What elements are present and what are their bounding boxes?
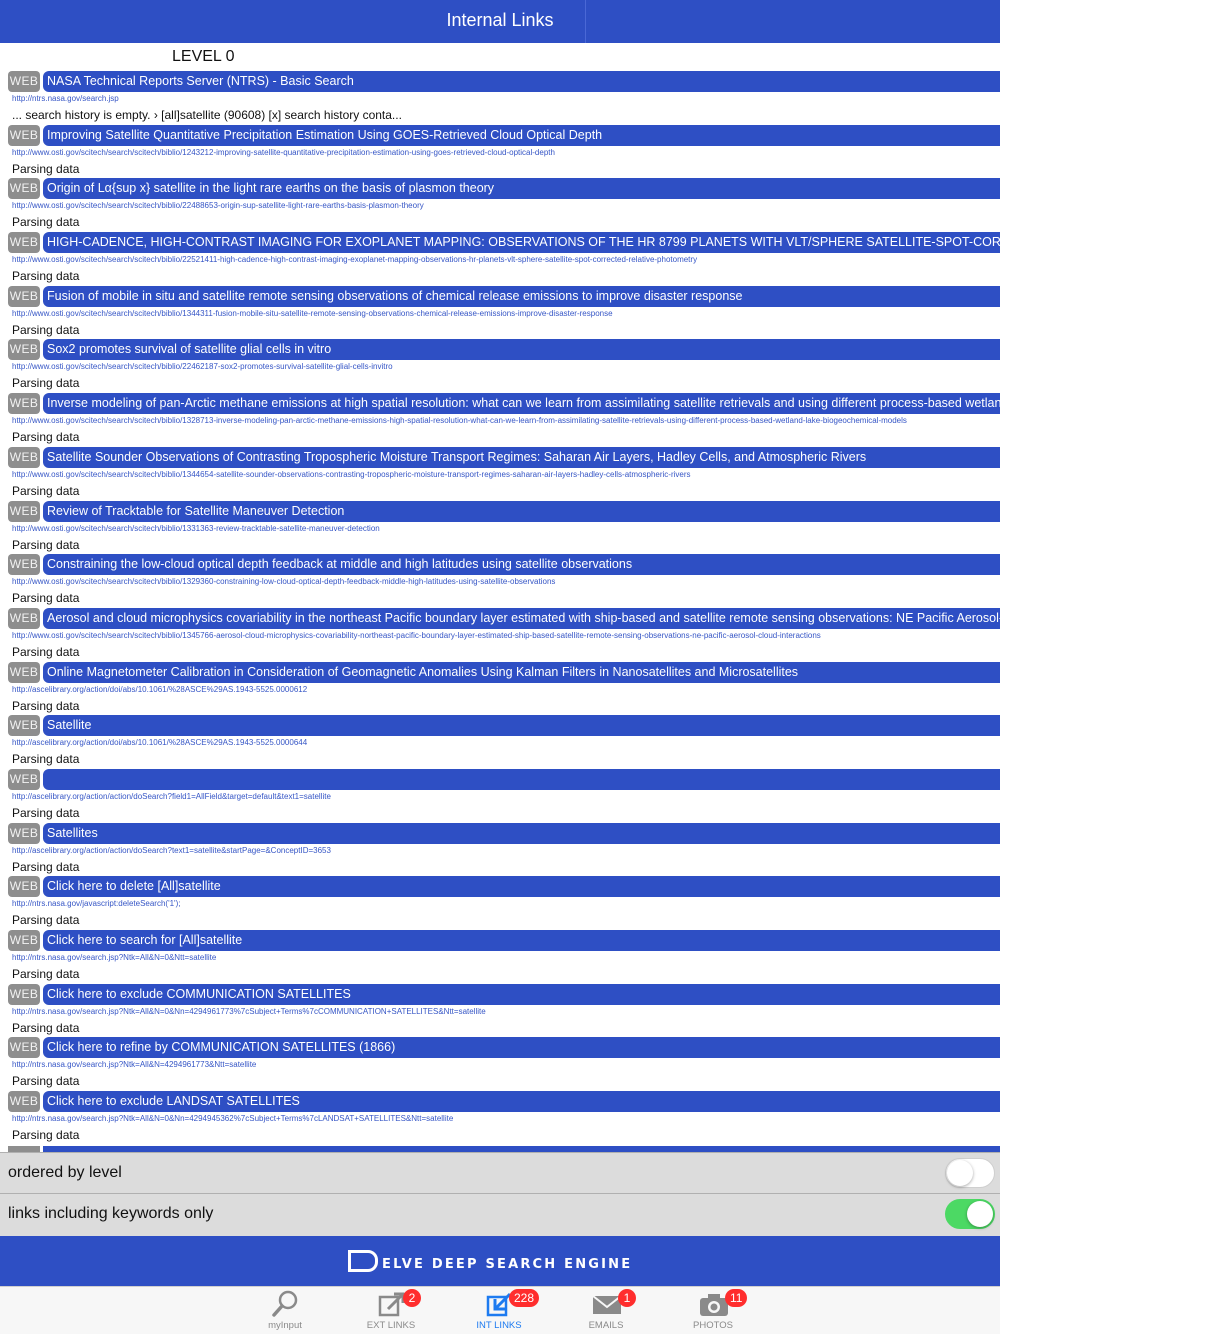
web-badge: WEB [8,393,40,414]
search-icon [270,1289,302,1319]
link-title[interactable]: Click here to search for [All]satellite [43,930,1000,951]
web-badge: WEB [8,769,40,790]
list-item[interactable] [0,231,1206,285]
link-title[interactable]: Constraining the low-cloud optical depth feedback at middle and high latitudes using satellite observations [43,554,1000,575]
logo-text: ELVE DEEP SEARCH ENGINE [382,1257,633,1272]
link-title[interactable]: Review of Tracktable for Satellite Maneuver Detection [43,501,1000,522]
web-badge: WEB [8,608,40,629]
link-url[interactable]: http://ascelibrary.org/action/doi/abs/10.1061/%28ASCE%29AS.1943-5525.0000612 [12,684,308,694]
link-title[interactable]: NASA Technical Reports Server (NTRS) - Basic Search [43,71,1000,92]
count-badge: 1 [618,1289,636,1307]
web-badge: WEB [8,286,40,307]
link-description: Parsing data [12,859,80,874]
tab-photos[interactable] [663,1287,763,1335]
web-badge: WEB [8,71,40,92]
tab-label: EMAILS [588,1320,624,1331]
link-url[interactable]: http://www.osti.gov/scitech/search/scitech/biblio/1331363-review-tracktable-satellite-maneuver-detection [12,523,380,533]
link-description: Parsing data [12,269,80,284]
tab-label: PHOTOS [693,1320,733,1331]
web-badge: WEB [8,501,40,522]
web-badge: WEB [8,339,40,360]
link-description: Parsing data [12,805,80,820]
link-url[interactable]: http://ntrs.nasa.gov/javascript:deleteSearch('1'); [12,899,181,909]
link-url[interactable]: http://www.osti.gov/scitech/search/scitech/biblio/22521411-high-cadence-high-contrast-imaging-exoplanet-mapping-observations-hr-planets-vlt-sphere-satellite-spot-corrected-relative-photometry [12,255,698,265]
link-title[interactable]: Online Magnetometer Calibration in Consideration of Geomagnetic Anomalies Using Kalman Filters in Nanosatellites and Microsatellites [43,662,1000,683]
link-title[interactable] [43,769,1000,790]
link-url[interactable]: http://ntrs.nasa.gov/search.jsp?Ntk=All&N=0&Nn=4294945362%7cSubject+Terms%7cLANDSAT+SATELLITES&Ntt=satellite [12,1114,454,1124]
link-title[interactable]: Click here to delete [All]satellite [43,876,1000,897]
link-description: Parsing data [12,967,80,981]
ordered-by-level-label: ordered by level [8,1164,122,1181]
count-badge: 2 [403,1289,421,1307]
link-url[interactable]: http://ntrs.nasa.gov/search.jsp?Ntk=All&N=0&Ntt=satellite [12,953,217,962]
nav-header [0,0,1000,43]
tab-bar [0,1286,1000,1334]
toggle-knob [947,1160,973,1186]
link-title[interactable]: Aerosol and cloud microphysics covariability in the northeast Pacific boundary layer estimated with ship-based and satellite remote sensing observations: NE Pacific Aerosol-Cloud Interactions [43,608,1000,629]
link-title[interactable]: Sox2 promotes survival of satellite glial cells in vitro [43,339,1000,360]
link-description: Parsing data [12,376,80,391]
link-title[interactable]: Satellite [43,715,1000,736]
link-description: Parsing data [12,322,80,337]
link-description: Parsing data [12,161,80,176]
link-url[interactable]: http://www.osti.gov/scitech/search/scitech/biblio/1344654-satellite-sounder-observations-contrasting-tropospheric-moisture-transport-regimes-saharan-air-layers-hadley-cells-atmospheric-rivers [12,469,691,479]
delve-logo [348,1250,658,1274]
ordered-by-level-row [0,1152,1000,1193]
link-url[interactable]: http://ntrs.nasa.gov/search.jsp?Ntk=All&N=0&Nn=4294961773%7cSubject+Terms%7cCOMMUNICATION+SATELLITES&Ntt=satellite [12,1006,486,1016]
link-title[interactable]: Satellites [43,823,1000,844]
link-url[interactable]: http://ascelibrary.org/action/action/doSearch?text1=satellite&startPage=&ConceptID=3653 [12,845,331,855]
list-item[interactable] [0,983,1000,1037]
web-badge: WEB [8,178,40,199]
list-item[interactable] [0,124,1000,178]
list-item[interactable] [0,768,1000,822]
list-item[interactable] [0,446,1000,500]
tab-label: INT LINKS [476,1320,522,1331]
web-badge: WEB [8,930,40,951]
web-badge: WEB [8,823,40,844]
link-description: Parsing data [12,483,80,498]
list-item[interactable] [0,500,1000,554]
link-title[interactable]: Improving Satellite Quantitative Precipitation Estimation Using GOES-Retrieved Cloud Optical Depth [43,125,1000,146]
tab-label: myInput [268,1320,302,1331]
link-url[interactable]: http://ascelibrary.org/action/action/doSearch?field1=AllField&target=default&text1=satellite [12,791,331,801]
tab-int-links[interactable] [449,1287,549,1335]
link-url[interactable]: http://www.osti.gov/scitech/search/scitech/biblio/1345766-aerosol-cloud-microphysics-covariability-northeast-pacific-boundary-layer-estimated-ship-based-satellite-remote-sensing-observations-ne-pacific-aerosol-cloud-interactions [12,630,821,640]
link-description: Parsing data [12,1128,80,1143]
link-description: Parsing data [12,430,80,445]
link-url[interactable]: http://www.osti.gov/scitech/search/scitech/biblio/1344311-fusion-mobile-situ-satellite-remote-sensing-observations-chemical-release-emissions-improve-disaster-response [12,308,613,318]
link-title[interactable]: HIGH-CADENCE, HIGH-CONTRAST IMAGING FOR EXOPLANET MAPPING: OBSERVATIONS OF THE HR 8799 PLANETS WITH VLT/SPHERE SATELLITE-SPOT-CORRECTED RELATIVE PHOTOMETRY [43,232,1000,253]
ordered-by-level-toggle[interactable] [945,1158,995,1188]
count-badge: 11 [725,1289,747,1307]
web-badge: WEB [8,984,40,1005]
web-badge: WEB [8,447,40,468]
link-url[interactable]: http://www.osti.gov/scitech/search/scitech/biblio/22462187-sox2-promotes-survival-satellite-glial-cells-invitro [12,362,393,372]
list-item[interactable] [0,392,1194,446]
link-title[interactable]: Click here to exclude LANDSAT SATELLITES [43,1091,1000,1112]
link-title[interactable]: Click here to exclude COMMUNICATION SATELLITES [43,984,1000,1005]
list-item[interactable] [0,875,1000,929]
logo-d-mark [348,1250,378,1272]
list-item[interactable] [0,607,1104,661]
list-item[interactable] [0,1036,1000,1090]
link-description: Parsing data [12,913,80,928]
link-description: Parsing data [12,644,80,659]
web-badge: WEB [8,876,40,897]
web-badge: WEB [8,1037,40,1058]
count-badge: 228 [509,1289,539,1307]
list-item[interactable] [0,1090,1000,1144]
link-description: ... search history is empty. › [all]satellite (90608) [x] search history conta... [12,108,402,122]
tab-label: EXT LINKS [366,1320,416,1331]
web-badge: WEB [8,715,40,736]
list-item[interactable] [0,661,1000,715]
list-item[interactable] [0,70,1000,124]
link-description: Parsing data [12,591,80,606]
link-title[interactable]: Fusion of mobile in situ and satellite remote sensing observations of chemical release emissions to improve disaster response [43,286,1000,307]
link-title[interactable]: Satellite Sounder Observations of Contrasting Tropospheric Moisture Transport Regimes: Saharan Air Layers, Hadley Cells, and Atmospheric Rivers [43,447,1000,468]
keywords-only-label: links including keywords only [8,1205,214,1222]
list-item[interactable] [0,285,1000,339]
link-title[interactable]: Origin of Lα{sup x} satellite in the light rare earths on the basis of plasmon theory [43,178,1000,199]
list-item[interactable] [0,822,1000,876]
link-description: Parsing data [12,1074,80,1089]
web-badge: WEB [8,554,40,575]
list-item[interactable] [0,929,1000,983]
link-url[interactable]: http://www.osti.gov/scitech/search/scitech/biblio/1328713-inverse-modeling-pan-arctic-methane-emissions-high-spatial-resolution-what-can-we-learn-from-assimilating-satellite-retrievals-using-different-process-based-wetland-lake-biogeochemical-models [12,416,907,426]
tab-emails[interactable] [556,1287,656,1335]
keywords-only-toggle[interactable] [945,1199,995,1229]
tab-myinput[interactable] [235,1287,335,1335]
link-url[interactable]: http://www.osti.gov/scitech/search/scitech/biblio/22488653-origin-sup-satellite-light-rare-earths-basis-plasmon-theory [12,201,424,211]
list-item[interactable] [0,553,1000,607]
link-url[interactable]: http://ascelibrary.org/action/doi/abs/10.1061/%28ASCE%29AS.1943-5525.0000644 [12,738,308,748]
link-url[interactable]: http://ntrs.nasa.gov/search.jsp [12,94,119,103]
link-url[interactable]: http://ntrs.nasa.gov/search.jsp?Ntk=All&N=4294961773&Ntt=satellite [12,1060,257,1070]
level-heading: LEVEL 0 [172,48,235,65]
toggle-knob [967,1201,993,1227]
list-item[interactable] [0,338,1000,392]
tab-ext-links[interactable] [341,1287,441,1335]
header-divider [585,0,586,43]
link-title[interactable]: Inverse modeling of pan-Arctic methane emissions at high spatial resolution: what can we learn from assimilating satellite retrievals and using different process-based wetland and lake biogeochemical models [43,393,1000,414]
settings-panel [0,1152,1000,1236]
web-badge: WEB [8,1091,40,1112]
page-title: Internal Links [446,10,554,30]
link-description: Parsing data [12,698,80,713]
link-title[interactable]: Click here to refine by COMMUNICATION SATELLITES (1866) [43,1037,1000,1058]
link-description: Parsing data [12,215,80,230]
brand-banner [0,1236,1000,1286]
keywords-only-row [0,1193,1000,1234]
link-list[interactable] [0,70,1206,1150]
link-description: Parsing data [12,1020,80,1035]
web-badge: WEB [8,232,40,253]
web-badge: WEB [8,662,40,683]
web-badge: WEB [8,125,40,146]
list-item[interactable] [0,177,1000,231]
link-url[interactable]: http://www.osti.gov/scitech/search/scitech/biblio/1329360-constraining-low-cloud-optical-depth-feedback-middle-high-latitudes-using-satellite-observations [12,577,556,587]
link-description: Parsing data [12,537,80,552]
link-description: Parsing data [12,752,80,767]
list-item[interactable] [0,714,1000,768]
link-url[interactable]: http://www.osti.gov/scitech/search/scitech/biblio/1243212-improving-satellite-quantitative-precipitation-estimation-using-goes-retrieved-cloud-optical-depth [12,147,555,157]
